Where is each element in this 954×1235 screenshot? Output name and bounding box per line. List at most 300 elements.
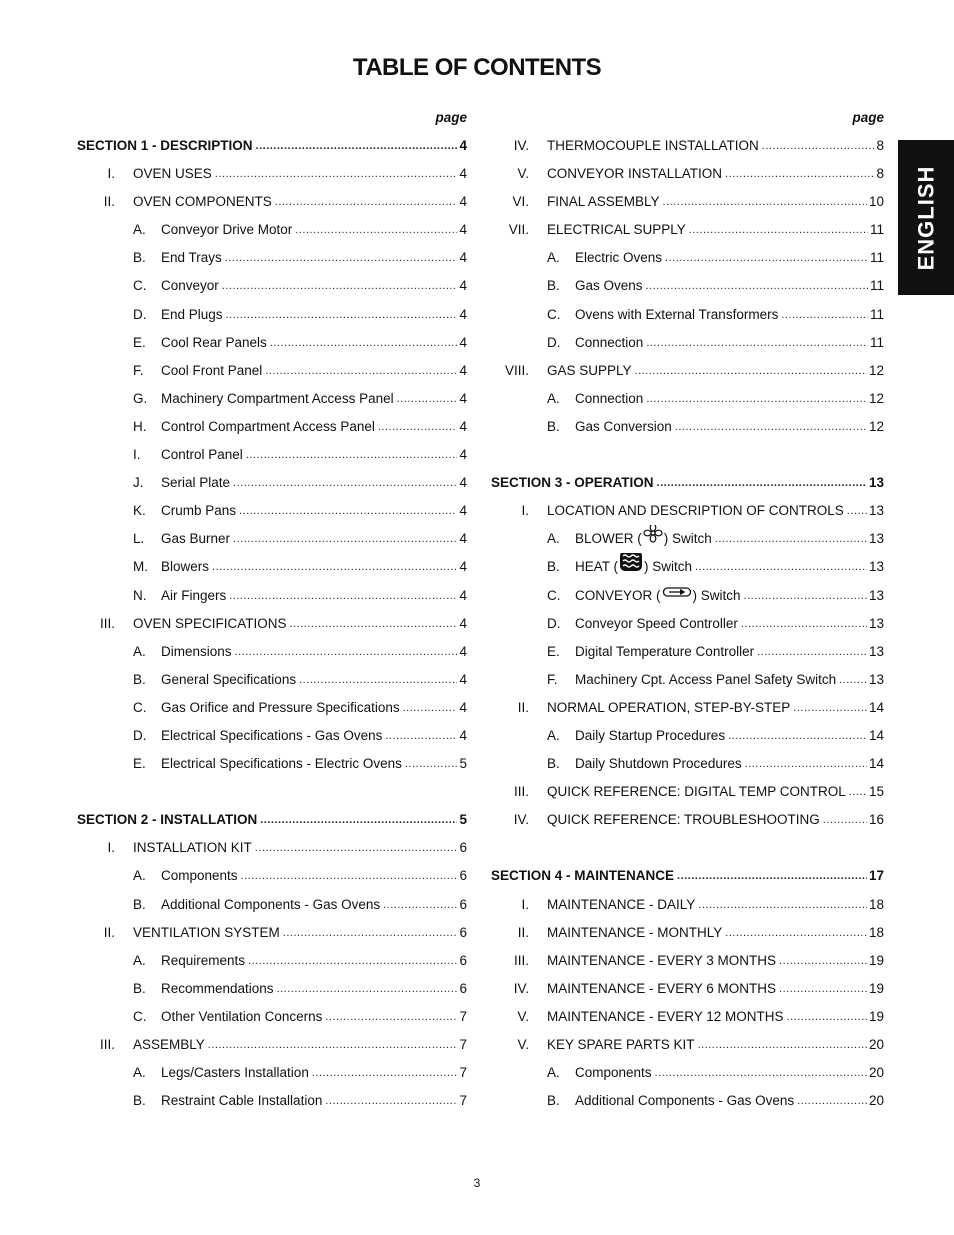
toc-entry-number: B. — [133, 1093, 146, 1109]
toc-entry-number: II. — [517, 699, 529, 715]
toc-entry-title: INSTALLATION KIT — [133, 840, 252, 856]
dot-leader — [222, 272, 458, 300]
toc-section-section-4-maintenance — [491, 862, 884, 890]
toc-page-number: 14 — [868, 727, 884, 743]
toc-page-number: 4 — [459, 587, 467, 603]
toc-page-number: 4 — [459, 643, 467, 659]
toc-entry-oven-specifications — [77, 610, 467, 638]
toc-entry-recommendations — [77, 975, 467, 1003]
toc-entry-title: Control Compartment Access Panel — [161, 418, 375, 434]
toc-page-number: 5 — [459, 756, 467, 772]
toc-entry-maintenance-every-6-months — [491, 975, 884, 1003]
toc-page-number: 13 — [868, 615, 884, 631]
toc-page-number: 4 — [459, 166, 467, 182]
toc-entry-gas-orifice-and-pressure-specifications — [77, 694, 467, 722]
toc-entry-title: End Plugs — [161, 306, 223, 322]
dot-leader — [239, 497, 457, 525]
toc-entry-ventilation-system — [77, 919, 467, 947]
dot-leader — [698, 891, 867, 919]
toc-page-number: 4 — [459, 699, 467, 715]
toc-entry-maintenance-every-3-months — [491, 947, 884, 975]
toc-entry-title: Daily Shutdown Procedures — [575, 756, 742, 772]
dot-leader — [208, 1031, 458, 1059]
toc-entry-final-assembly — [491, 188, 884, 216]
toc-page-number: 14 — [868, 699, 884, 715]
toc-page-number: 4 — [459, 727, 467, 743]
toc-entry-title: Crumb Pans — [161, 503, 237, 519]
toc-entry-other-ventilation-concerns — [77, 1003, 467, 1031]
dot-leader — [256, 132, 458, 160]
dot-leader — [212, 553, 457, 581]
toc-spacer — [491, 834, 884, 862]
toc-entry-maintenance-monthly — [491, 919, 884, 947]
toc-entry-line — [161, 441, 467, 469]
dot-leader — [290, 610, 458, 638]
toc-entry-title: KEY SPARE PARTS KIT — [547, 1037, 695, 1052]
toc-entry-number: D. — [133, 727, 147, 743]
dot-leader — [715, 525, 867, 553]
toc-entry-line — [547, 1031, 884, 1059]
toc-entry-number: D. — [133, 306, 147, 322]
toc-entry-control-panel — [77, 441, 467, 469]
toc-entry-number: IV. — [513, 980, 529, 996]
toc-entry-title: Connection — [575, 334, 644, 350]
toc-entry-number: VIII. — [504, 362, 529, 378]
toc-entry-oven-uses — [77, 160, 467, 188]
toc-entry-line — [575, 1059, 884, 1087]
toc-entry-number: M. — [133, 559, 148, 575]
toc-entry-number: L. — [133, 531, 145, 547]
toc-page-number: 15 — [868, 784, 884, 800]
toc-page-number: 11 — [869, 306, 884, 322]
toc-entry-line — [161, 975, 467, 1003]
toc-entry-daily-shutdown-procedures — [491, 750, 884, 778]
toc-entry-requirements — [77, 947, 467, 975]
dot-leader — [248, 947, 457, 975]
toc-entry-heat-switch — [491, 553, 884, 581]
toc-entry-number: N. — [133, 587, 147, 603]
toc-entry-title: Machinery Cpt. Access Panel Safety Switch — [575, 671, 837, 687]
page-title: TABLE OF CONTENTS — [352, 54, 602, 81]
toc-entry-number: G. — [133, 390, 148, 406]
dot-leader — [277, 975, 458, 1003]
toc-entry-number: VI. — [512, 194, 529, 210]
toc-entry-line — [161, 1003, 467, 1031]
toc-page-number: 19 — [868, 952, 884, 968]
toc-entry-number: V. — [517, 1008, 529, 1024]
dot-leader — [646, 385, 867, 413]
toc-entry-title: Digital Temperature Controller — [575, 643, 755, 659]
toc-entry-title: NORMAL OPERATION, STEP-BY-STEP — [547, 699, 791, 715]
toc-entry-title: Requirements — [161, 952, 246, 968]
toc-entry-line — [161, 862, 467, 890]
toc-entry-blowers — [77, 553, 467, 581]
dot-leader — [646, 272, 868, 300]
toc-entry-number: K. — [133, 503, 146, 519]
toc-entry-number: A. — [547, 390, 560, 406]
language-tab — [898, 140, 954, 295]
toc-entry-line — [575, 329, 884, 357]
toc-page-number: 6 — [459, 840, 467, 856]
toc-entry-title: FINAL ASSEMBLY — [547, 194, 660, 210]
toc-entry-title: Components — [161, 868, 238, 884]
conveyor-icon — [662, 582, 692, 608]
toc-section-section-2-installation — [77, 806, 467, 834]
toc-entry-end-trays — [77, 244, 467, 272]
toc-entry-number: A. — [547, 727, 560, 743]
toc-entry-number: A. — [133, 868, 146, 884]
toc-entry-title: Gas Orifice and Pressure Specifications — [161, 699, 400, 715]
toc-entry-line — [133, 919, 467, 947]
toc-page-number: 13 — [868, 587, 884, 603]
toc-entry-title: LOCATION AND DESCRIPTION OF CONTROLS — [547, 503, 844, 519]
toc-entry-line — [161, 891, 467, 919]
toc-entry-number: E. — [133, 756, 146, 772]
toc-entry-line — [575, 413, 884, 441]
dot-leader — [270, 329, 458, 357]
toc-entry-electrical-specifications-electric-ovens — [77, 750, 467, 778]
toc-page-number: 20 — [868, 1093, 884, 1109]
toc-entry-number: III. — [513, 952, 529, 968]
toc-entry-line — [161, 301, 467, 329]
toc-entry-title: ELECTRICAL SUPPLY — [547, 222, 686, 238]
toc-entry-title: End Trays — [161, 250, 222, 266]
toc-page-number: 20 — [868, 1065, 884, 1081]
toc-entry-line — [547, 132, 884, 160]
toc-entry-maintenance-every-12-months — [491, 1003, 884, 1031]
toc-entry-line — [133, 610, 467, 638]
toc-entry-number: B. — [547, 1093, 560, 1109]
dot-leader — [403, 694, 458, 722]
toc-entry-title: Machinery Compartment Access Panel — [161, 390, 394, 406]
toc-entry-line — [547, 216, 884, 244]
dot-leader — [665, 244, 868, 272]
toc-entry-line — [161, 244, 467, 272]
toc-entry-line — [161, 413, 467, 441]
toc-entry-number: I. — [107, 840, 115, 856]
toc-entry-number: V. — [517, 166, 529, 182]
toc-entry-title: Blowers — [161, 559, 210, 575]
toc-entry-line — [161, 582, 467, 610]
toc-entry-line — [161, 216, 467, 244]
toc-entry-number: C. — [133, 278, 147, 294]
toc-entry-number: C. — [547, 306, 561, 322]
language-tab-label: ENGLISH — [913, 165, 939, 270]
toc-entry-number: E. — [133, 334, 146, 350]
toc-entry-title: Electrical Specifications - Electric Ovens — [161, 756, 402, 772]
toc-entry-title — [575, 525, 715, 553]
dot-leader — [847, 497, 867, 525]
toc-entry-line — [161, 357, 467, 385]
toc-entry-line — [547, 806, 884, 834]
toc-entry-title: QUICK REFERENCE: DIGITAL TEMP CONTROL — [547, 784, 846, 800]
toc-entry-title — [575, 553, 695, 581]
toc-entry-line — [491, 469, 884, 497]
toc-page-number: 13 — [868, 559, 884, 575]
toc-page-number: 8 — [876, 166, 884, 182]
toc-page-number: 12 — [868, 390, 884, 406]
toc-entry-electric-ovens — [491, 244, 884, 272]
dot-leader — [849, 778, 867, 806]
toc-entry-number: I. — [521, 896, 529, 912]
toc-page-number: 12 — [868, 362, 884, 378]
toc-page-number: 7 — [459, 1065, 467, 1081]
toc-entry-number: III. — [99, 1037, 115, 1052]
toc-entry-line — [575, 553, 884, 581]
dot-leader — [675, 413, 867, 441]
toc-entry-number: A. — [133, 952, 146, 968]
toc-entry-line — [161, 329, 467, 357]
toc-entry-cool-rear-panels — [77, 329, 467, 357]
toc-page-number: 14 — [868, 756, 884, 772]
dot-leader — [779, 947, 867, 975]
toc-page-number: 4 — [459, 531, 467, 547]
page-column-header: page — [852, 110, 884, 125]
toc-page-number: 4 — [459, 138, 467, 153]
toc-entry-line — [547, 891, 884, 919]
toc-spacer — [491, 441, 884, 469]
dot-leader — [744, 582, 867, 610]
toc-entry-title: Connection — [575, 390, 644, 406]
toc-entry-line — [575, 525, 884, 553]
dot-leader — [397, 385, 458, 413]
toc-entry-number: II. — [103, 924, 115, 940]
dot-leader — [839, 666, 867, 694]
toc-entry-control-compartment-access-panel — [77, 413, 467, 441]
dot-leader — [787, 1003, 867, 1031]
toc-entry-dimensions — [77, 638, 467, 666]
toc-page-number: 11 — [869, 250, 884, 266]
toc-page-number: 7 — [459, 1008, 467, 1024]
toc-entry-title: Electrical Specifications - Gas Ovens — [161, 727, 383, 743]
toc-page-number: 4 — [459, 447, 467, 463]
toc-entry-conveyor-speed-controller — [491, 610, 884, 638]
toc-entry-number: H. — [133, 418, 147, 434]
toc-page-number: 7 — [459, 1037, 467, 1052]
toc-entry-line — [77, 806, 467, 834]
dot-leader — [663, 188, 867, 216]
toc-entry-normal-operation-step-by-step — [491, 694, 884, 722]
toc-entry-line — [575, 272, 884, 300]
toc-page-number: 13 — [868, 475, 884, 491]
toc-entry-line — [575, 638, 884, 666]
toc-entry-line — [491, 862, 884, 890]
toc-entry-number: C. — [133, 699, 147, 715]
dot-leader — [725, 919, 867, 947]
toc-page-number: 7 — [459, 1093, 467, 1109]
toc-page-number: 13 — [868, 531, 884, 547]
dot-leader — [635, 357, 867, 385]
dot-leader — [226, 301, 458, 329]
toc-entry-ovens-with-external-transformers — [491, 301, 884, 329]
toc-entry-line — [161, 666, 467, 694]
toc-entry-title: Electric Ovens — [575, 250, 663, 266]
toc-entry-title-before: CONVEYOR ( — [575, 587, 661, 603]
toc-entry-additional-components-gas-ovens — [77, 891, 467, 919]
toc-page-number: 6 — [459, 980, 467, 996]
toc-entry-number: B. — [133, 980, 146, 996]
dot-leader — [265, 357, 457, 385]
toc-entry-line — [161, 1087, 467, 1115]
toc-page-number: 13 — [868, 671, 884, 687]
toc-entry-location-and-description-of-controls — [491, 497, 884, 525]
toc-entry-additional-components-gas-ovens — [491, 1087, 884, 1115]
toc-entry-line — [547, 947, 884, 975]
toc-entry-line — [575, 301, 884, 329]
toc-entry-line — [547, 975, 884, 1003]
toc-entry-title: ASSEMBLY — [133, 1037, 205, 1052]
toc-entry-title-after: ) Switch — [644, 559, 693, 575]
toc-entry-conveyor-installation — [491, 160, 884, 188]
toc-page-number: 12 — [868, 418, 884, 434]
toc-entry-line — [161, 385, 467, 413]
toc-entry-line — [161, 638, 467, 666]
toc-entry-title: Gas Ovens — [575, 278, 643, 294]
toc-entry-number: B. — [547, 418, 560, 434]
toc-entry-title: Ovens with External Transformers — [575, 306, 779, 322]
toc-entry-title: Gas Conversion — [575, 418, 672, 434]
dot-leader — [233, 469, 457, 497]
toc-page-number: 11 — [869, 222, 884, 238]
dot-leader — [657, 469, 867, 497]
dot-leader — [235, 638, 458, 666]
toc-entry-line — [575, 582, 884, 610]
toc-entry-line — [547, 1003, 884, 1031]
toc-page-number: 18 — [868, 896, 884, 912]
toc-entry-number: A. — [547, 1065, 560, 1081]
toc-entry-number: A. — [547, 531, 560, 547]
dot-leader — [378, 413, 458, 441]
toc-entry-title: OVEN USES — [133, 166, 212, 182]
toc-page-number: 11 — [869, 278, 884, 294]
toc-page-number: 4 — [459, 250, 467, 266]
toc-entry-title — [575, 582, 744, 610]
toc-entry-title: Serial Plate — [161, 475, 231, 491]
toc-entry-title: MAINTENANCE - EVERY 6 MONTHS — [547, 980, 777, 996]
toc-entry-line — [161, 694, 467, 722]
toc-entry-title: Recommendations — [161, 980, 274, 996]
toc-entry-number: J. — [133, 475, 144, 491]
heat-icon — [619, 553, 643, 581]
toc-page-number: 8 — [876, 138, 884, 153]
toc-page-number: 13 — [868, 503, 884, 519]
dot-leader — [741, 610, 867, 638]
toc-page-number: 4 — [459, 306, 467, 322]
toc-entry-number: D. — [547, 334, 561, 350]
dot-leader — [260, 806, 457, 834]
toc-entry-number: II. — [103, 194, 115, 210]
toc-entry-line — [575, 666, 884, 694]
toc-entry-line — [547, 160, 884, 188]
toc-page-number: 4 — [459, 222, 467, 238]
toc-entry-connection — [491, 385, 884, 413]
dot-leader — [275, 188, 458, 216]
toc-entry-number: I. — [107, 166, 115, 182]
toc-page-number: 16 — [868, 812, 884, 828]
toc-entry-number: A. — [547, 250, 560, 266]
toc-entry-blower-switch — [491, 525, 884, 553]
dot-leader — [325, 1087, 457, 1115]
toc-entry-title: Gas Burner — [161, 531, 231, 547]
toc-entry-line — [161, 750, 467, 778]
toc-entry-title: SECTION 2 - INSTALLATION — [77, 812, 258, 828]
toc-entry-installation-kit — [77, 834, 467, 862]
toc-entry-components — [491, 1059, 884, 1087]
toc-right-column — [491, 104, 884, 1115]
dot-leader — [779, 975, 867, 1003]
toc-entry-number: III. — [513, 784, 529, 800]
toc-entry-line — [161, 525, 467, 553]
toc-page-number: 4 — [459, 334, 467, 350]
toc-entry-end-plugs — [77, 301, 467, 329]
toc-entry-number: B. — [133, 671, 146, 687]
toc-entry-title: Conveyor — [161, 278, 219, 294]
toc-entry-components — [77, 862, 467, 890]
toc-entry-gas-burner — [77, 525, 467, 553]
toc-entry-electrical-specifications-gas-ovens — [77, 722, 467, 750]
dot-leader — [225, 244, 458, 272]
toc-page-number: 10 — [868, 194, 884, 210]
dot-leader — [385, 722, 457, 750]
dot-leader — [677, 862, 867, 890]
toc-entry-title: SECTION 1 - DESCRIPTION — [77, 138, 253, 153]
toc-entry-line — [547, 357, 884, 385]
toc-entry-title: VENTILATION SYSTEM — [133, 924, 280, 940]
toc-entry-line — [547, 919, 884, 947]
toc-entry-title: General Specifications — [161, 671, 297, 687]
toc-entry-serial-plate — [77, 469, 467, 497]
dot-leader — [797, 1087, 867, 1115]
dot-leader — [728, 722, 867, 750]
dot-leader — [295, 216, 457, 244]
toc-entry-daily-startup-procedures — [491, 722, 884, 750]
toc-entry-title-after: ) Switch — [692, 587, 741, 603]
toc-entry-number: A. — [133, 643, 146, 659]
toc-entry-number: VII. — [508, 222, 529, 238]
toc-entry-number: B. — [547, 559, 560, 575]
toc-entry-title: Cool Front Panel — [161, 362, 263, 378]
toc-entry-conveyor — [77, 272, 467, 300]
dot-leader — [383, 891, 457, 919]
toc-page-number: 20 — [868, 1037, 884, 1052]
toc-entry-gas-conversion — [491, 413, 884, 441]
toc-entry-line — [133, 160, 467, 188]
toc-entry-number: C. — [133, 1008, 147, 1024]
toc-page-number: 6 — [459, 896, 467, 912]
toc-entry-title: GAS SUPPLY — [547, 362, 632, 378]
dot-leader — [325, 1003, 457, 1031]
toc-entry-line — [575, 750, 884, 778]
toc-page-number: 6 — [459, 868, 467, 884]
dot-leader — [655, 1059, 867, 1087]
toc-page-number: 6 — [459, 924, 467, 940]
toc-page-number: 17 — [868, 868, 884, 884]
toc-entry-line — [161, 722, 467, 750]
dot-leader — [762, 132, 875, 160]
toc-section-section-1-description — [77, 132, 467, 160]
toc-page-number: 13 — [868, 643, 884, 659]
toc-entry-title: MAINTENANCE - EVERY 12 MONTHS — [547, 1008, 784, 1024]
toc-entry-connection — [491, 329, 884, 357]
toc-entry-number: B. — [133, 896, 146, 912]
toc-entry-conveyor-drive-motor — [77, 216, 467, 244]
dot-leader — [312, 1059, 458, 1087]
toc-entry-number: B. — [547, 756, 560, 772]
toc-entry-line — [161, 947, 467, 975]
toc-entry-number: IV. — [513, 812, 529, 828]
toc-entry-general-specifications — [77, 666, 467, 694]
toc-entry-cool-front-panel — [77, 357, 467, 385]
